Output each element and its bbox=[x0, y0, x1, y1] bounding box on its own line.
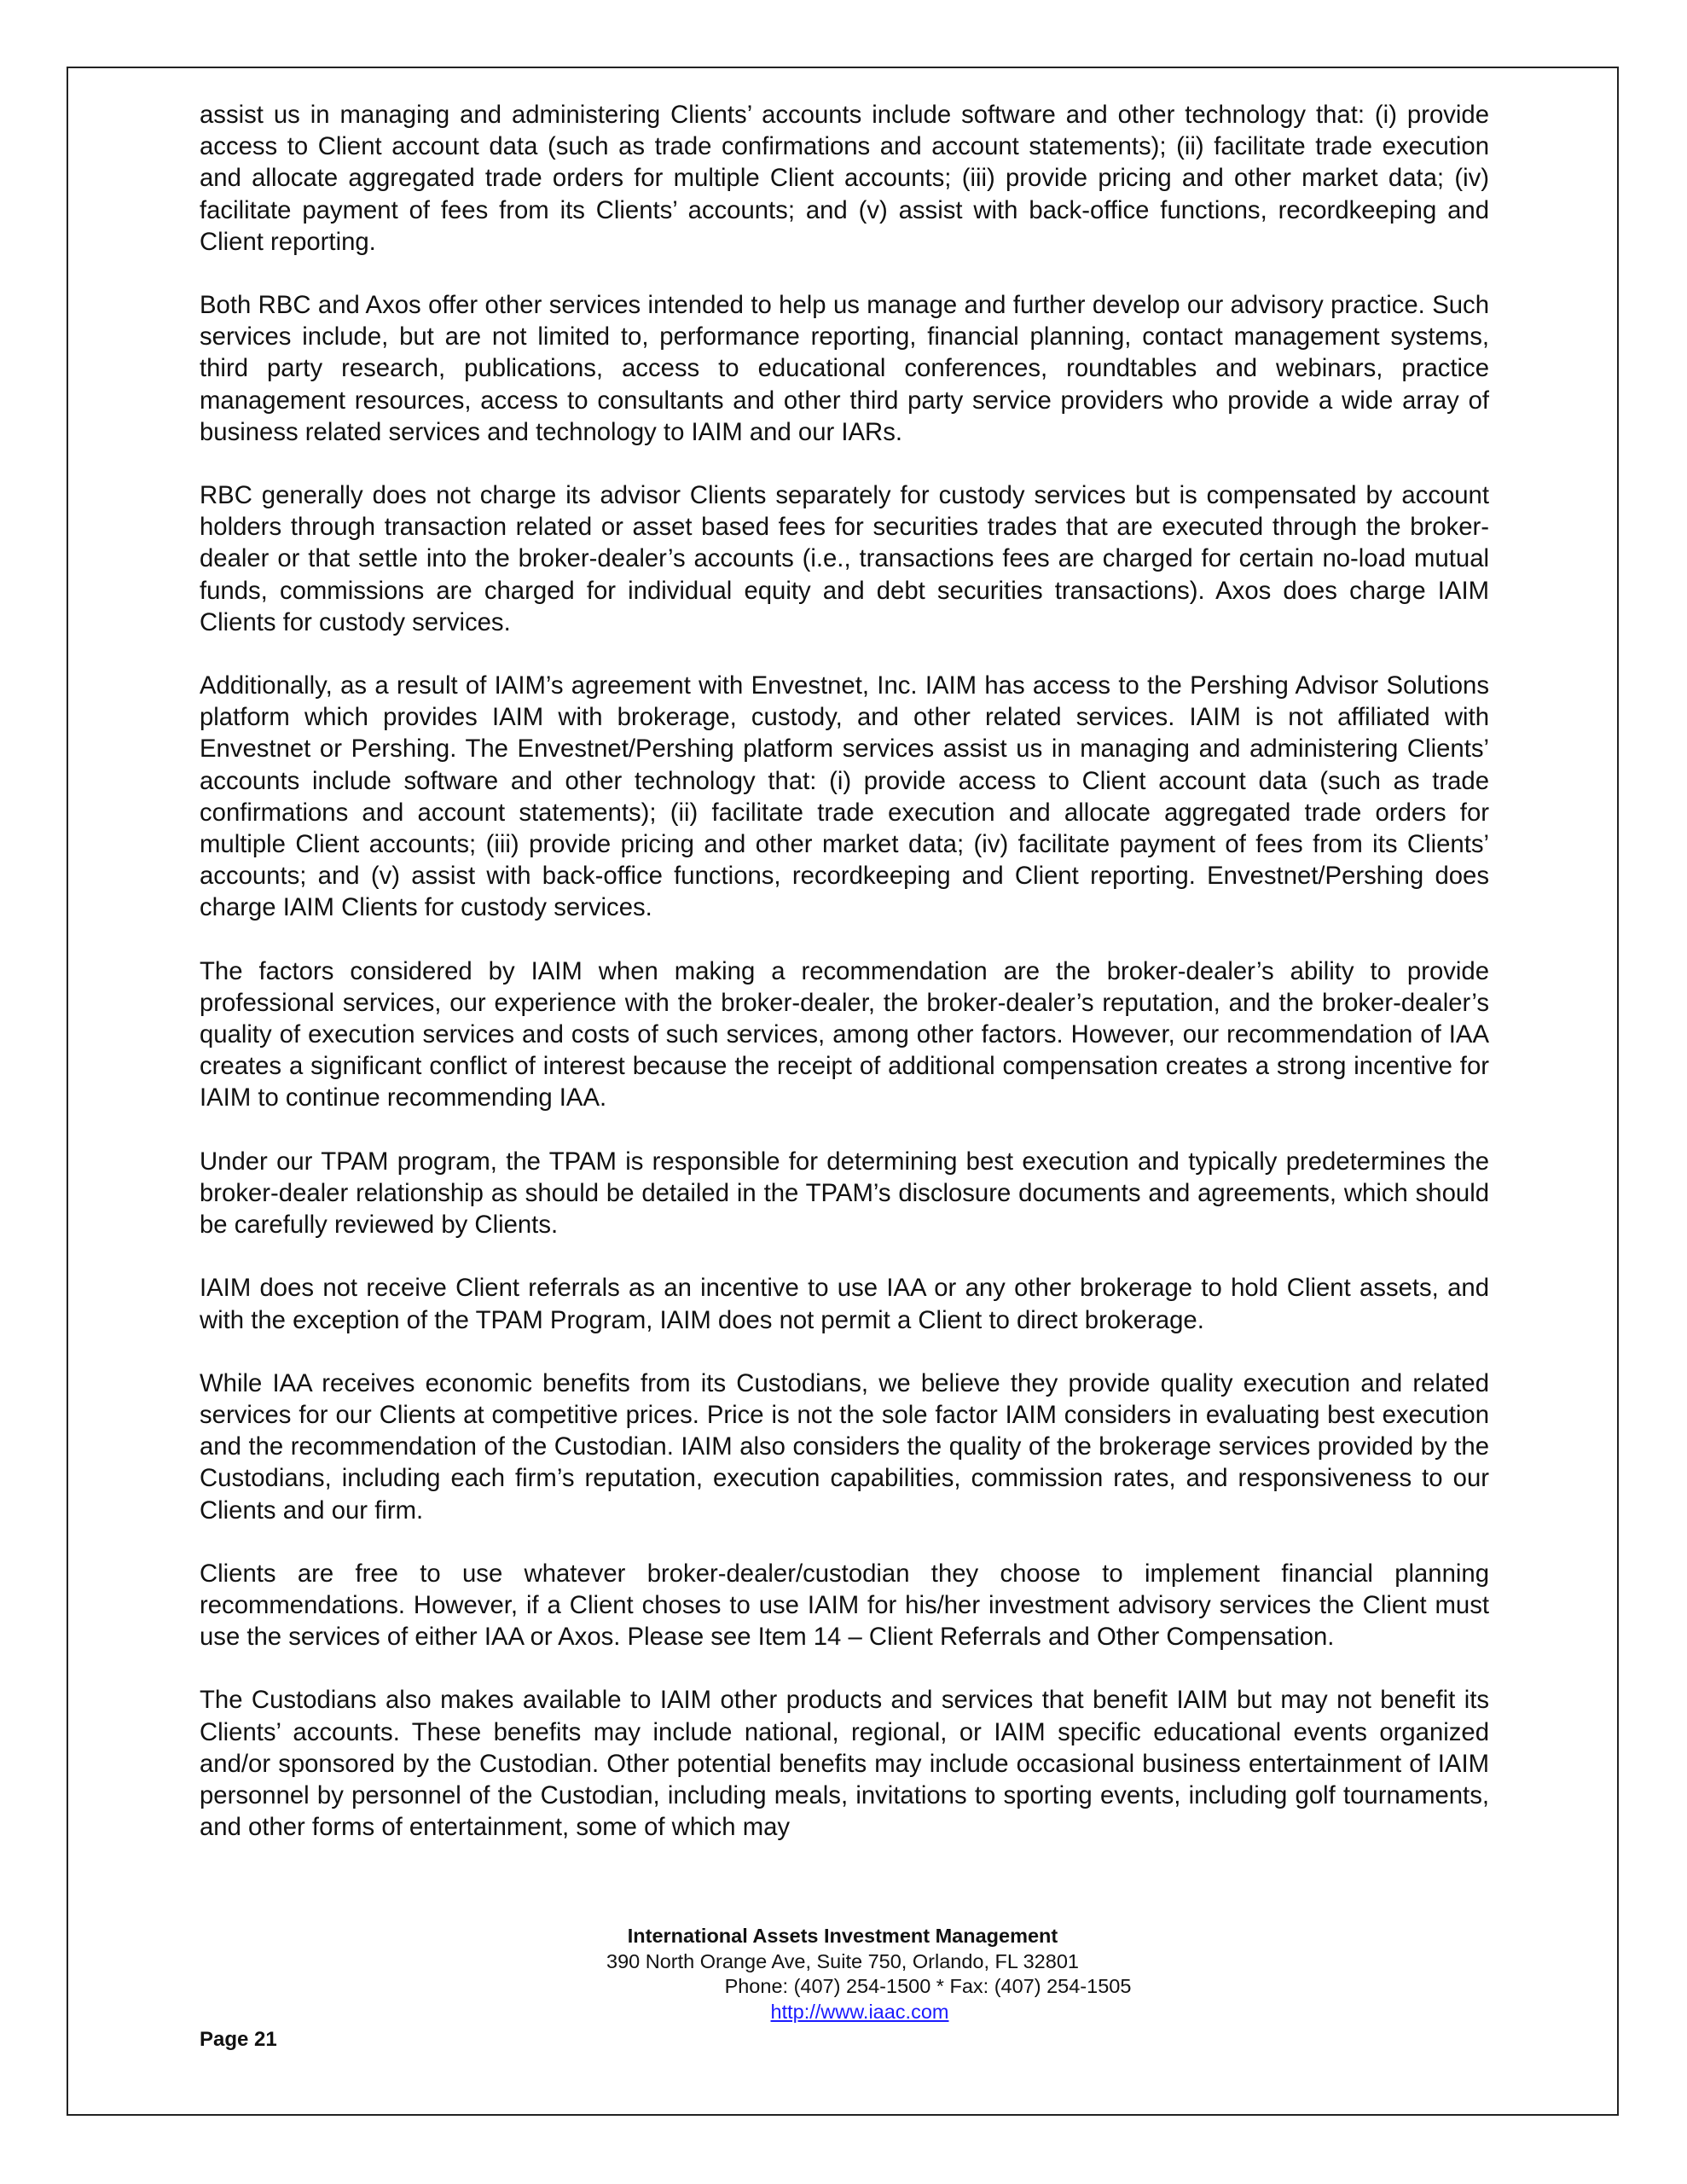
paragraph-envestnet: Additionally, as a result of IAIM’s agreement with Envestnet, Inc. IAIM has access to the Pershing Advisor Solutions platform which provides IAIM with brokerage, custody, and other related services. IAIM is not affiliated with Envestnet or Pershing. The Envestnet/Pershing platform services assist us in managing and administering Clients’ accounts include software and other technology that: (i) provide access to Client account data (such as trade confirmations and account statements); (ii) facilitate trade execution and allocate aggregated trade orders for multiple Client accounts; (iii) provide pricing and other market data; (iv) facilitate payment of fees from its Clients’ accounts; and (v) assist with back-office functions, recordkeeping and Client reporting. Envestnet/Pershing does charge IAIM Clients for custody services. bbox=[200, 671, 1489, 922]
paragraph-client-referrals: IAIM does not receive Client referrals as an incentive to use IAA or any other brokerage to hold Client assets, and with the exception of the TPAM Program, IAIM does not permit a Client to direct brokerage. bbox=[200, 1274, 1489, 1334]
footer-address: 390 North Orange Ave, Suite 750, Orlando, FL 32801 bbox=[606, 1949, 1079, 1972]
paragraph-tech-services: assist us in managing and administering Clients’ accounts include software and other technology that: (i) provide access to Client account data (such as trade confirmations and account statements); (ii) facilitate trade execution and allocate aggregated trade orders for multiple Client accounts; (iii) provide pricing and other market data; (iv) facilitate payment of fees from its Clients’ accounts; and (v) assist with back-office functions, recordkeeping and Client reporting. bbox=[200, 101, 1489, 256]
footer-phone-fax: Phone: (407) 254-1500 * Fax: (407) 254-1505 bbox=[724, 1975, 1132, 1997]
paragraph-other-services: Both RBC and Axos offer other services intended to help us manage and further develop our advisory practice. Such services include, but are not limited to, performance reporting, financial planning, contact management systems, third party research, publications, access to educational conferences, roundtables and webinars, practice management resources, access to consultants and other third party service providers who provide a wide array of business related services and technology to IAIM and our IARs. bbox=[200, 291, 1489, 446]
page-number: Page 21 bbox=[200, 2028, 277, 2051]
paragraph-rbc-custody: RBC generally does not charge its advisor Clients separately for custody services but is compensated by account holders through transaction related or asset based fees for securities trades that are executed through the broker-dealer or that settle into the broker-dealer’s accounts (i.e., transactions fees are charged for certain no-load mutual funds, commissions are charged for individual equity and debt securities transactions). Axos does charge IAIM Clients for custody services. bbox=[200, 481, 1489, 636]
footer-website-link[interactable]: http://www.iaac.com bbox=[770, 2000, 949, 2023]
paragraph-recommendation-factors: The factors considered by IAIM when making a recommendation are the broker-dealer’s ability to provide professional services, our experience with the broker-dealer, the broker-dealer’s reputation, and the broker-dealer’s quality of execution services and costs of such services, among other factors. However, our recommendation of IAA creates a significant conflict of interest because the receipt of additional compensation creates a strong incentive for IAIM to continue recommending IAA. bbox=[200, 956, 1489, 1112]
paragraph-economic-benefits: While IAA receives economic benefits from its Custodians, we believe they provide quality execution and related services for our Clients at competitive prices. Price is not the sole factor IAIM considers in evaluating best execution and the recommendation of the Custodian. IAIM also considers the quality of the brokerage services provided by the Custodians, including each firm’s reputation, execution capabilities, commission rates, and responsiveness to our Clients and our firm. bbox=[200, 1368, 1489, 1525]
footer-company-name: International Assets Investment Management bbox=[627, 1925, 1058, 1947]
document-body bbox=[200, 99, 1489, 1874]
paragraph-tpam: Under our TPAM program, the TPAM is responsible for determining best execution and typically predetermines the broker-dealer relationship as should be detailed in the TPAM’s disclosure documents and agreements, which should be carefully reviewed by Clients. bbox=[200, 1147, 1489, 1240]
paragraph-client-choice: Clients are free to use whatever broker-dealer/custodian they choose to implement financial planning recommendations. However, if a Client choses to use IAIM for his/her investment advisory services the Client must use the services of either IAA or Axos. Please see Item 14 – Client Referrals and Other Compensation. bbox=[200, 1559, 1489, 1652]
paragraph-custodian-products: The Custodians also makes available to IAIM other products and services that benefit IAIM but may not benefit its Clients’ accounts. These benefits may include national, regional, or IAIM specific educational events organized and/or sponsored by the Custodian. Other potential benefits may include occasional business entertainment of IAIM personnel by personnel of the Custodian, including meals, invitations to sporting events, including golf tournaments, and other forms of entertainment, some of which may bbox=[200, 1686, 1489, 1842]
page-footer bbox=[67, 1924, 1619, 2024]
